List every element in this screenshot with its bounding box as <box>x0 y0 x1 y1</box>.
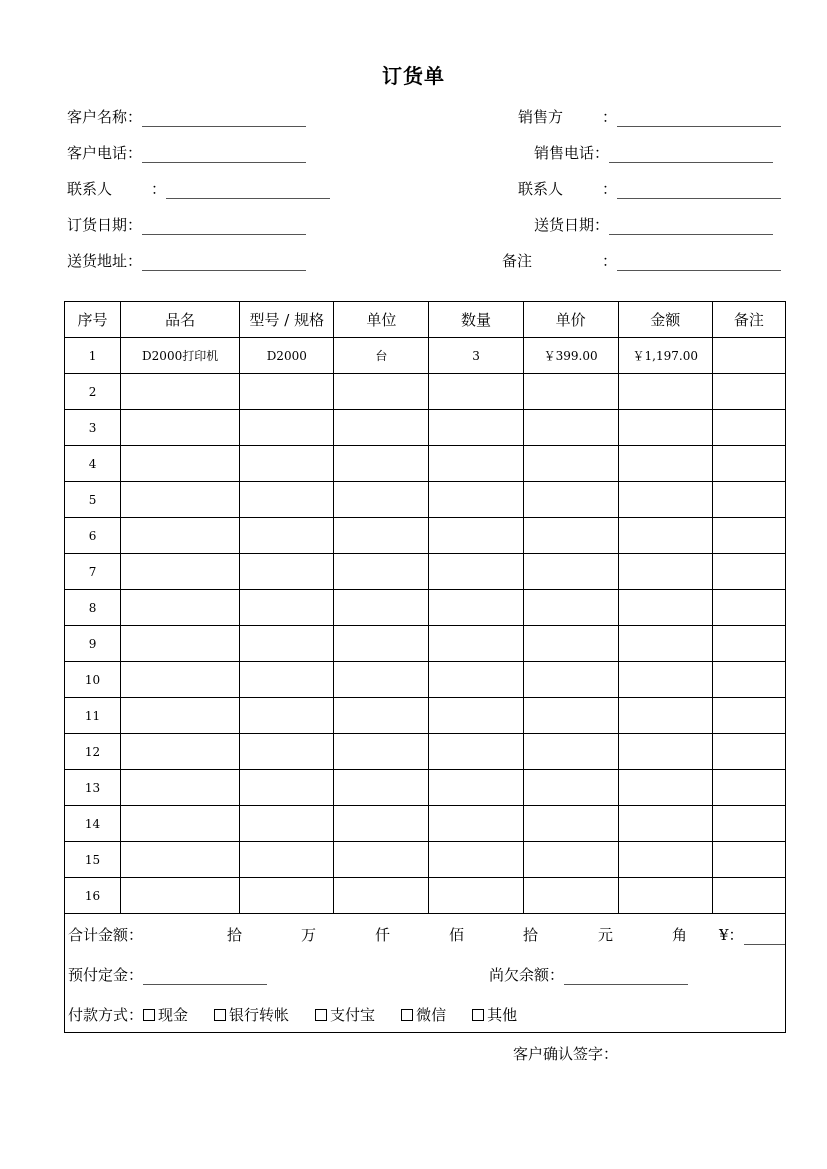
table-cell[interactable] <box>712 878 785 914</box>
table-row <box>65 878 786 914</box>
table-cell[interactable] <box>523 554 618 590</box>
table-cell[interactable] <box>712 446 785 482</box>
table-cell[interactable] <box>334 734 429 770</box>
table-row <box>65 734 786 770</box>
table-cell[interactable] <box>121 554 240 590</box>
seller-contact-field[interactable] <box>518 178 781 200</box>
table-cell[interactable] <box>712 734 785 770</box>
table-cell[interactable]: ￥1,197.00 <box>618 338 712 374</box>
amount-unit-label: 角 <box>672 926 688 944</box>
row-number-cell: 15 <box>65 842 121 878</box>
table-cell[interactable] <box>618 878 712 914</box>
table-header-row <box>65 302 786 338</box>
column-header: 单位 <box>334 302 429 338</box>
row-number-cell: 5 <box>65 482 121 518</box>
table-cell[interactable] <box>523 806 618 842</box>
customer-name-label: 客户名称： <box>67 108 143 126</box>
seller-contact-input-line[interactable] <box>617 178 781 199</box>
checkbox-icon[interactable] <box>214 1009 226 1021</box>
table-cell[interactable] <box>429 662 523 698</box>
table-row <box>65 338 786 374</box>
deposit-label: 预付定金： <box>68 966 144 984</box>
column-header: 数量 <box>429 302 523 338</box>
column-header: 品名 <box>121 302 240 338</box>
table-row <box>65 374 786 410</box>
payment-option-4[interactable] <box>472 1004 517 1026</box>
table-cell[interactable] <box>121 842 240 878</box>
table-cell[interactable] <box>334 410 429 446</box>
delivery-date-field[interactable] <box>534 214 773 236</box>
table-cell[interactable] <box>121 626 240 662</box>
column-header: 金额 <box>618 302 712 338</box>
checkbox-icon[interactable] <box>401 1009 413 1021</box>
table-cell[interactable] <box>712 374 785 410</box>
table-row <box>65 842 786 878</box>
table-cell[interactable] <box>334 590 429 626</box>
label-colon: ： <box>602 180 618 198</box>
table-cell[interactable] <box>712 806 785 842</box>
order-table <box>64 301 786 1033</box>
table-cell[interactable]: D2000打印机 <box>121 338 240 374</box>
document-title: 订货单 <box>382 64 445 88</box>
payment-option-0[interactable] <box>143 1004 188 1026</box>
checkbox-icon[interactable] <box>315 1009 327 1021</box>
delivery-date-label: 送货日期： <box>534 216 610 234</box>
table-cell[interactable] <box>523 878 618 914</box>
table-cell[interactable] <box>334 770 429 806</box>
table-cell[interactable] <box>240 410 334 446</box>
table-cell[interactable] <box>523 374 618 410</box>
table-row <box>65 590 786 626</box>
table-cell[interactable] <box>334 626 429 662</box>
table-cell[interactable] <box>121 806 240 842</box>
table-cell[interactable] <box>121 698 240 734</box>
label-char: 方 <box>548 108 564 126</box>
delivery-address-field[interactable] <box>67 250 306 272</box>
table-cell[interactable] <box>334 698 429 734</box>
payment-option-label: 支付宝 <box>330 1006 376 1024</box>
label-char: 系 <box>533 180 549 198</box>
table-row <box>65 806 786 842</box>
table-cell[interactable] <box>334 482 429 518</box>
delivery-date-input-line[interactable] <box>609 214 773 235</box>
amount-unit-label: 佰 <box>449 926 465 944</box>
table-cell[interactable] <box>240 734 334 770</box>
table-cell[interactable] <box>618 410 712 446</box>
amount-unit-label: 仟 <box>375 926 391 944</box>
payment-option-label: 微信 <box>416 1006 447 1024</box>
table-cell[interactable] <box>712 554 785 590</box>
row-number-cell: 11 <box>65 698 121 734</box>
label-colon: ： <box>602 252 618 270</box>
customer-phone-field[interactable] <box>67 142 306 164</box>
table-cell[interactable] <box>712 590 785 626</box>
seller-input-line[interactable] <box>617 106 781 127</box>
table-cell[interactable] <box>523 698 618 734</box>
table-cell[interactable] <box>618 770 712 806</box>
table-row <box>65 554 786 590</box>
row-number-cell: 1 <box>65 338 121 374</box>
table-cell[interactable] <box>618 626 712 662</box>
label-char: 售 <box>533 108 549 126</box>
table-cell[interactable] <box>240 446 334 482</box>
footer-cell <box>65 914 786 1033</box>
table-cell[interactable] <box>334 806 429 842</box>
table-cell[interactable] <box>334 446 429 482</box>
table-cell[interactable] <box>121 482 240 518</box>
table-cell[interactable] <box>429 734 523 770</box>
column-header: 备注 <box>712 302 785 338</box>
row-number-cell: 3 <box>65 410 121 446</box>
table-cell[interactable] <box>121 878 240 914</box>
table-cell[interactable] <box>334 878 429 914</box>
payment-option-1[interactable] <box>214 1004 289 1026</box>
table-cell[interactable] <box>429 626 523 662</box>
table-row <box>65 662 786 698</box>
table-cell[interactable] <box>334 842 429 878</box>
table-cell[interactable] <box>240 626 334 662</box>
remarks-field[interactable] <box>502 250 781 272</box>
deposit-line <box>68 964 267 986</box>
table-cell[interactable] <box>429 554 523 590</box>
delivery-address-input-line[interactable] <box>142 250 306 271</box>
table-row <box>65 446 786 482</box>
table-cell[interactable] <box>121 374 240 410</box>
customer-contact-label <box>67 178 151 200</box>
seller-phone-label: 销售电话： <box>534 144 610 162</box>
table-cell[interactable] <box>618 698 712 734</box>
table-cell[interactable] <box>712 482 785 518</box>
payment-method-label: 付款方式： <box>68 1006 144 1024</box>
label-char: 人 <box>548 180 564 198</box>
table-cell[interactable] <box>240 482 334 518</box>
customer-name-field[interactable] <box>67 106 306 128</box>
table-cell[interactable] <box>334 518 429 554</box>
table-cell[interactable] <box>618 446 712 482</box>
table-cell[interactable] <box>618 518 712 554</box>
label-char: 联 <box>518 180 534 198</box>
seller-field[interactable] <box>518 106 781 128</box>
table-row <box>65 410 786 446</box>
table-cell[interactable] <box>240 698 334 734</box>
table-cell[interactable] <box>240 590 334 626</box>
row-number-cell: 10 <box>65 662 121 698</box>
payment-option-2[interactable] <box>315 1004 375 1026</box>
seller-contact-label <box>518 178 602 200</box>
table-cell[interactable] <box>429 878 523 914</box>
table-cell[interactable] <box>618 554 712 590</box>
table-cell[interactable]: ￥399.00 <box>523 338 618 374</box>
amount-unit-label: 元 <box>598 926 614 944</box>
table-cell[interactable] <box>712 842 785 878</box>
table-cell[interactable] <box>618 806 712 842</box>
payment-option-label: 其他 <box>487 1006 518 1024</box>
row-number-cell: 12 <box>65 734 121 770</box>
table-cell[interactable] <box>429 482 523 518</box>
table-cell[interactable]: 3 <box>429 338 523 374</box>
table-cell[interactable] <box>618 734 712 770</box>
table-cell[interactable] <box>712 518 785 554</box>
table-cell[interactable] <box>618 590 712 626</box>
table-cell[interactable] <box>523 518 618 554</box>
payment-option-label: 银行转帐 <box>229 1006 290 1024</box>
order-date-input-line[interactable] <box>142 214 306 235</box>
table-cell[interactable] <box>618 482 712 518</box>
row-number-cell: 9 <box>65 626 121 662</box>
table-cell[interactable] <box>429 446 523 482</box>
seller-label <box>518 106 602 128</box>
seller-phone-input-line[interactable] <box>609 142 773 163</box>
customer-phone-label: 客户电话： <box>67 144 143 162</box>
table-cell[interactable] <box>121 410 240 446</box>
table-cell[interactable] <box>121 734 240 770</box>
table-cell[interactable] <box>712 662 785 698</box>
table-row <box>65 518 786 554</box>
table-cell[interactable] <box>712 770 785 806</box>
table-cell[interactable] <box>429 590 523 626</box>
table-cell[interactable] <box>712 410 785 446</box>
total-amount-label: 合计金额： <box>68 926 144 944</box>
payment-option-3[interactable] <box>401 1004 446 1026</box>
table-cell[interactable] <box>712 698 785 734</box>
table-cell[interactable] <box>523 662 618 698</box>
table-cell[interactable] <box>523 842 618 878</box>
label-colon: ： <box>602 108 618 126</box>
deposit-input-line[interactable] <box>143 964 267 985</box>
table-cell[interactable] <box>523 770 618 806</box>
table-cell[interactable] <box>121 446 240 482</box>
row-number-cell: 14 <box>65 806 121 842</box>
amount-unit-label: 拾 <box>523 926 539 944</box>
row-number-cell: 4 <box>65 446 121 482</box>
table-cell[interactable] <box>429 842 523 878</box>
footer-content <box>65 914 785 1032</box>
table-cell[interactable]: 台 <box>334 338 429 374</box>
column-header: 单价 <box>523 302 618 338</box>
checkbox-icon[interactable] <box>472 1009 484 1021</box>
column-header: 序号 <box>65 302 121 338</box>
table-cell[interactable] <box>240 374 334 410</box>
remarks-input-line[interactable] <box>617 250 781 271</box>
label-char: 备 <box>502 252 518 270</box>
table-cell[interactable] <box>121 770 240 806</box>
table-cell[interactable] <box>712 338 785 374</box>
balance-line <box>489 964 688 986</box>
table-cell[interactable] <box>429 698 523 734</box>
row-number-cell: 6 <box>65 518 121 554</box>
table-cell[interactable] <box>523 734 618 770</box>
customer-contact-input-line[interactable] <box>166 178 330 199</box>
row-number-cell: 13 <box>65 770 121 806</box>
customer-phone-input-line[interactable] <box>142 142 306 163</box>
yen-amount-input-line[interactable] <box>744 924 785 945</box>
label-char: 系 <box>82 180 98 198</box>
table-cell[interactable] <box>240 842 334 878</box>
table-cell[interactable] <box>334 662 429 698</box>
amount-unit-label: 拾 <box>227 926 243 944</box>
balance-input-line[interactable] <box>564 964 688 985</box>
order-date-label: 订货日期： <box>67 216 143 234</box>
yen-label: ¥： <box>719 926 744 944</box>
row-number-cell: 16 <box>65 878 121 914</box>
table-row <box>65 482 786 518</box>
balance-label: 尚欠余额： <box>489 966 565 984</box>
column-header: 型号 / 规格 <box>240 302 334 338</box>
customer-name-input-line[interactable] <box>142 106 306 127</box>
table-cell[interactable] <box>429 770 523 806</box>
payment-option-label: 现金 <box>158 1006 189 1024</box>
payment-method-line <box>68 1004 543 1026</box>
table-footer-row <box>65 914 786 1033</box>
label-char: 注 <box>517 252 533 270</box>
table-cell[interactable] <box>523 410 618 446</box>
table-cell[interactable] <box>429 806 523 842</box>
table-row <box>65 698 786 734</box>
table-cell[interactable] <box>429 410 523 446</box>
table-cell[interactable] <box>121 518 240 554</box>
table-cell[interactable] <box>429 518 523 554</box>
table-cell[interactable] <box>523 446 618 482</box>
table-row <box>65 626 786 662</box>
table-cell[interactable] <box>523 626 618 662</box>
remarks-label <box>502 250 602 272</box>
table-cell[interactable] <box>618 662 712 698</box>
row-number-cell: 7 <box>65 554 121 590</box>
table-cell[interactable] <box>334 554 429 590</box>
row-number-cell: 8 <box>65 590 121 626</box>
order-date-field[interactable] <box>67 214 306 236</box>
label-colon: ： <box>151 180 167 198</box>
table-cell[interactable] <box>240 518 334 554</box>
delivery-address-label: 送货地址： <box>67 252 143 270</box>
table-cell[interactable] <box>240 770 334 806</box>
table-cell[interactable] <box>618 374 712 410</box>
seller-phone-field[interactable] <box>534 142 773 164</box>
amount-unit-label: 万 <box>301 926 317 944</box>
row-number-cell: 2 <box>65 374 121 410</box>
label-char: 人 <box>97 180 113 198</box>
table-cell[interactable] <box>121 590 240 626</box>
total-amount-line <box>68 924 785 946</box>
table-cell[interactable] <box>523 590 618 626</box>
customer-contact-field[interactable] <box>67 178 330 200</box>
table-cell[interactable] <box>334 374 429 410</box>
table-cell[interactable] <box>240 878 334 914</box>
table-cell[interactable] <box>240 662 334 698</box>
customer-signature-label: 客户确认签字： <box>513 1045 619 1063</box>
table-cell[interactable] <box>121 662 240 698</box>
table-cell[interactable] <box>618 842 712 878</box>
table-cell[interactable] <box>712 626 785 662</box>
table-cell[interactable] <box>240 554 334 590</box>
checkbox-icon[interactable] <box>143 1009 155 1021</box>
table-cell[interactable] <box>240 806 334 842</box>
label-char: 联 <box>67 180 83 198</box>
table-cell[interactable] <box>429 374 523 410</box>
table-cell[interactable]: D2000 <box>240 338 334 374</box>
table-cell[interactable] <box>523 482 618 518</box>
table-row <box>65 770 786 806</box>
label-char: 销 <box>518 108 534 126</box>
